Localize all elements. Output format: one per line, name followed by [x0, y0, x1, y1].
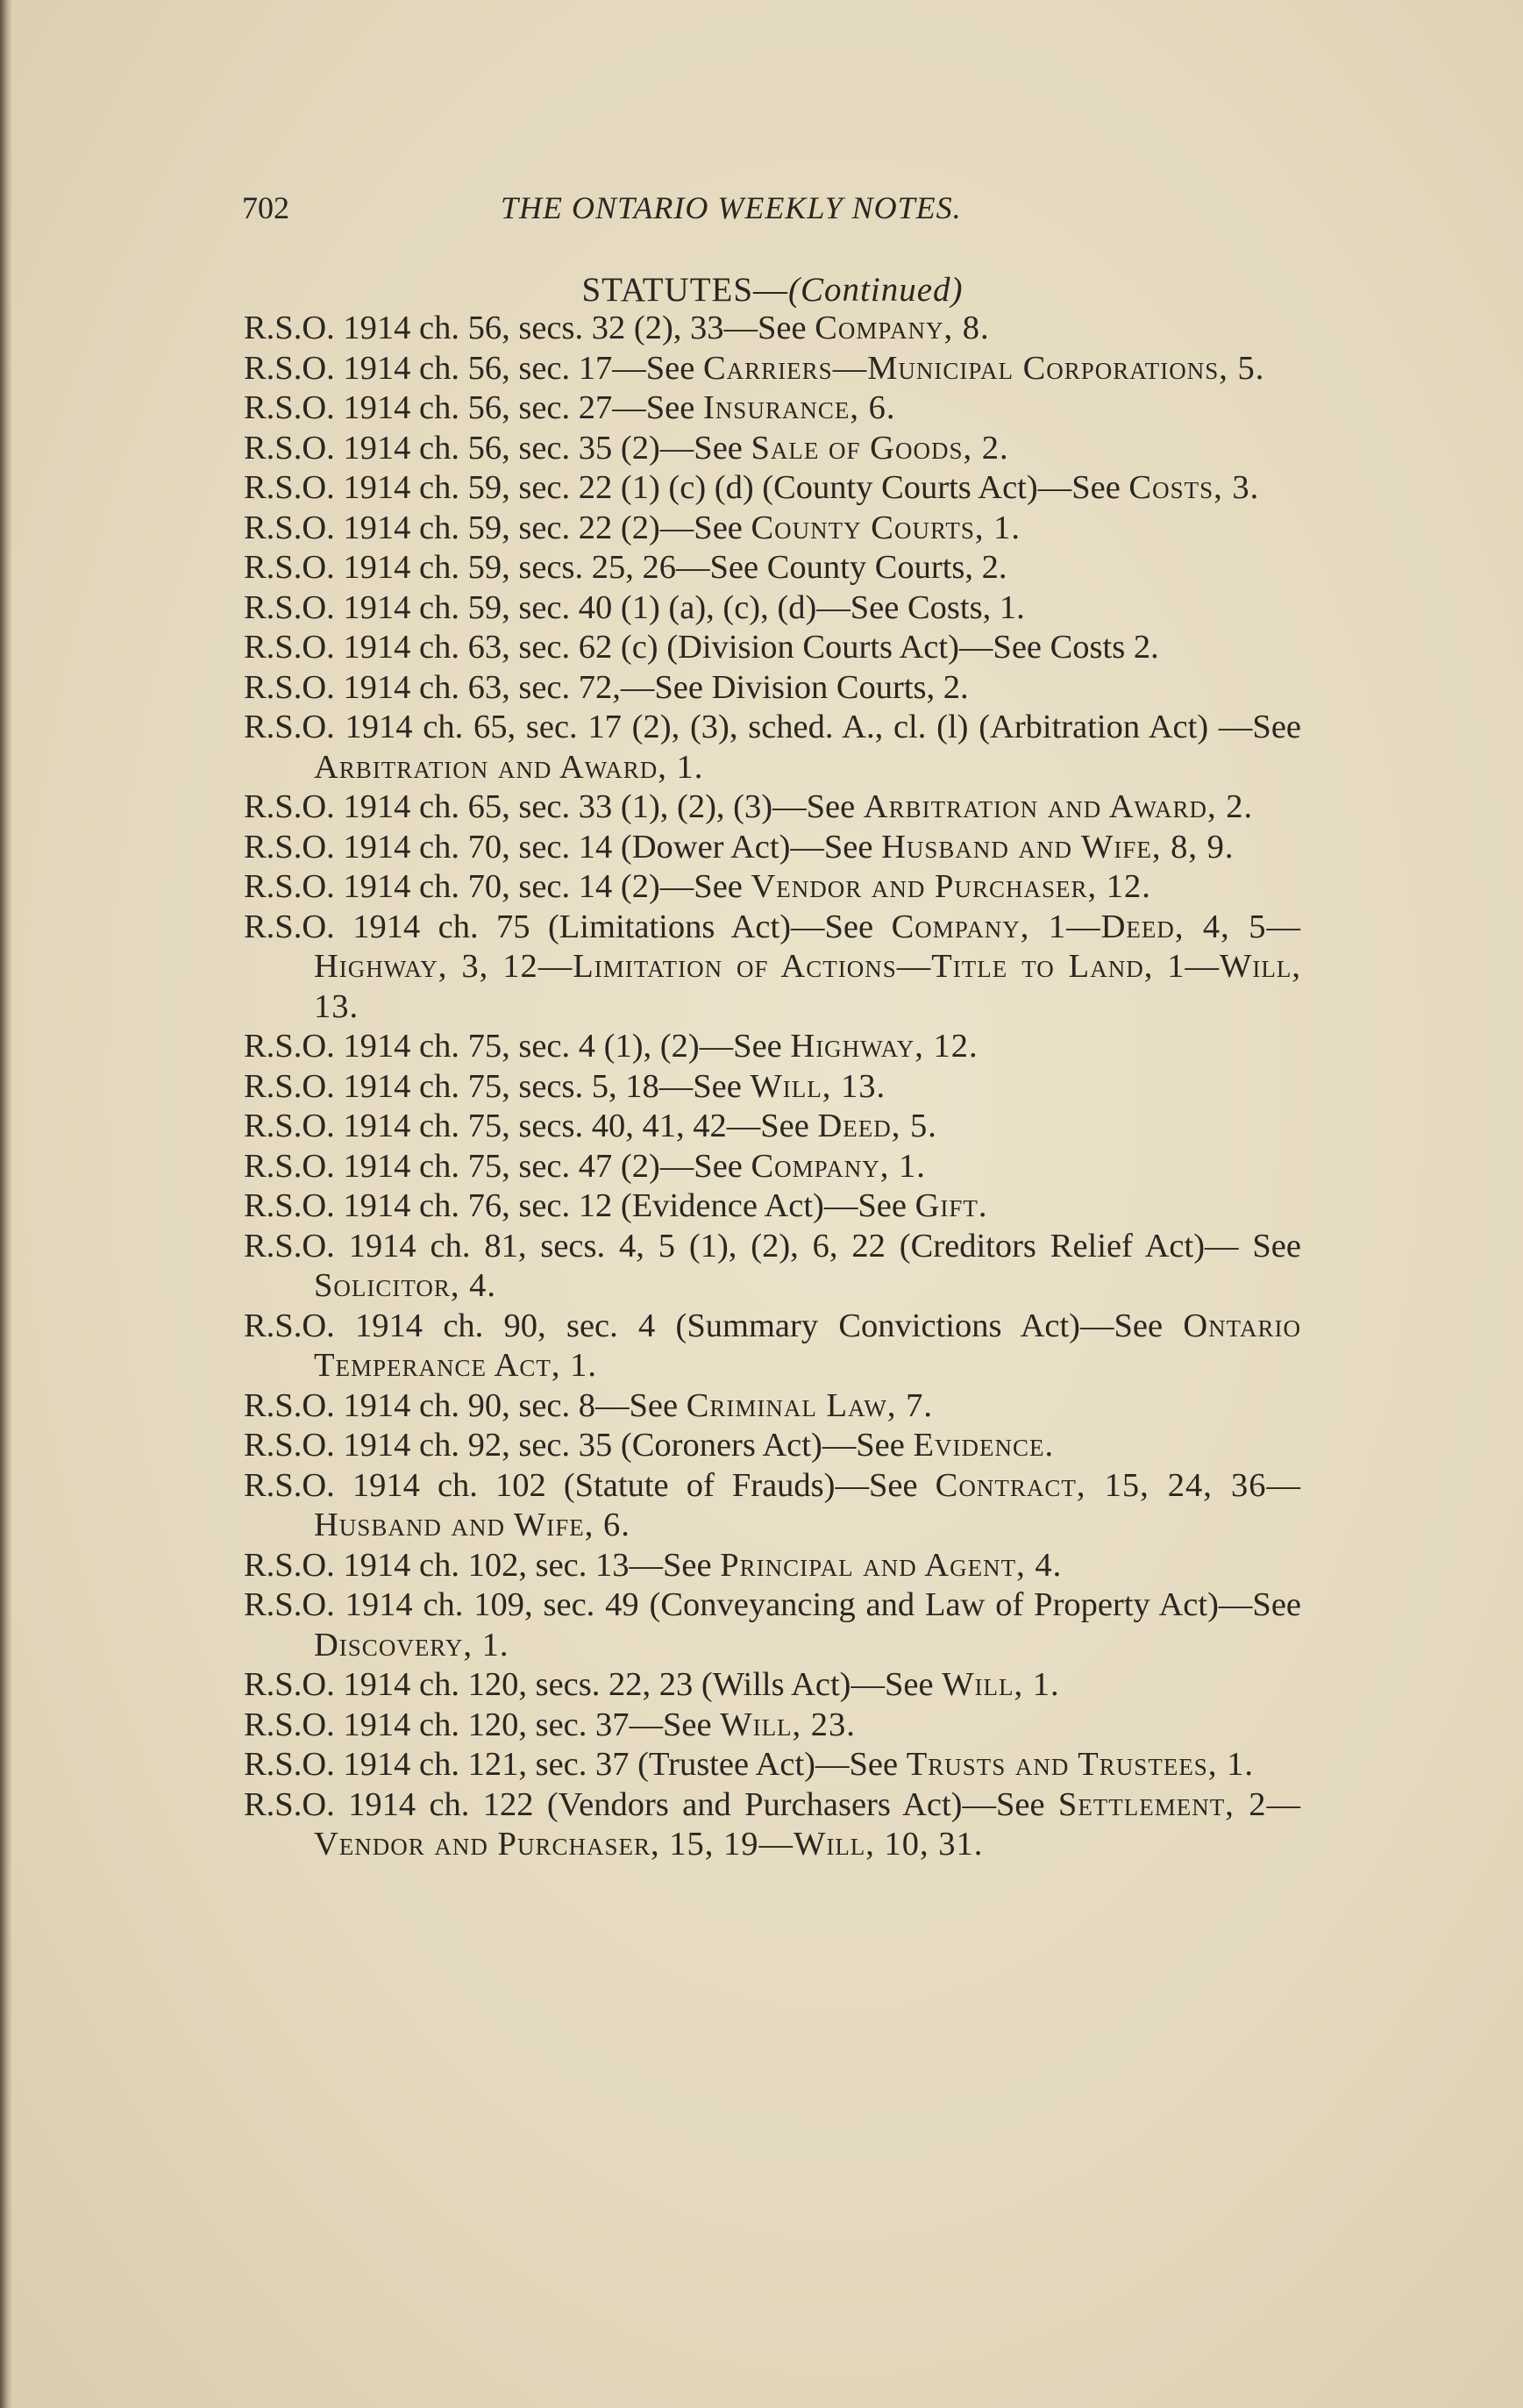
statute-entry: [244, 1386, 1301, 1427]
statute-reference: R.S.O. 1914 ch. 90, sec. 4 (Summary Convictions Act)—See: [244, 1307, 1184, 1344]
running-title: THE ONTARIO WEEKLY NOTES.: [501, 190, 962, 225]
cross-reference: Deed, 5.: [817, 1108, 937, 1144]
cross-reference: County Courts, 1.: [751, 509, 1021, 546]
statute-entry: [244, 1665, 1301, 1706]
statute-reference: R.S.O. 1914 ch. 65, sec. 17 (2), (3), sched. A., cl. (l) (Arbitration Act) —See: [244, 709, 1301, 745]
statute-reference: R.S.O. 1914 ch. 120, sec. 37—See: [244, 1706, 721, 1743]
statute-entry: [244, 1147, 1301, 1187]
statute-reference: R.S.O. 1914 ch. 75, secs. 5, 18—See: [244, 1067, 751, 1105]
statute-reference: R.S.O. 1914 ch. 81, secs. 4, 5 (1), (2), 6, 22 (Creditors Relief Act)— See: [244, 1227, 1301, 1265]
statute-reference: R.S.O. 1914 ch. 70, sec. 14 (Dower Act)—See: [244, 828, 882, 866]
statute-entry: [244, 1585, 1301, 1665]
statute-reference: R.S.O. 1914 ch. 76, sec. 12 (Evidence Act)—See: [244, 1187, 915, 1224]
statute-reference: R.S.O. 1914 ch. 75, secs. 40, 41, 42—See: [244, 1108, 818, 1144]
statute-entry: [244, 1107, 1301, 1147]
statute-reference: R.S.O. 1914 ch. 109, sec. 49 (Conveyancing and Law of Property Act)—See: [244, 1586, 1301, 1623]
cross-reference: Ontario Temperance Act, 1.: [314, 1307, 1301, 1384]
statute-entry: [244, 628, 1301, 668]
cross-reference: Discovery, 1.: [314, 1626, 509, 1664]
cross-reference: Gift.: [915, 1187, 988, 1224]
statute-entry: [244, 388, 1301, 429]
statute-entry: [244, 668, 1301, 709]
statute-reference: R.S.O. 1914 ch. 75 (Limitations Act)—See: [244, 908, 892, 945]
cross-reference: Arbitration and Award, 2.: [863, 788, 1254, 825]
cross-reference: Carriers—Municipal Corporations, 5.: [702, 349, 1265, 387]
statute-reference: R.S.O. 1914 ch. 121, sec. 37 (Trustee Act)—See: [244, 1746, 907, 1783]
statute-entry: [244, 1466, 1301, 1546]
cross-reference: Company, 8.: [815, 310, 990, 346]
statute-reference: R.S.O. 1914 ch. 56, sec. 27—See: [244, 389, 703, 426]
statute-reference: R.S.O. 1914 ch. 59, sec. 22 (1) (c) (d) (County Courts Act)—See: [244, 469, 1129, 506]
cross-reference: Will, 1.: [942, 1666, 1060, 1703]
section-continued: (Continued): [788, 271, 964, 309]
statute-entry: [244, 349, 1301, 389]
cross-reference: Insurance, 6.: [702, 389, 896, 426]
statute-entry: [244, 708, 1301, 787]
statute-entry: [244, 1785, 1301, 1865]
cross-reference: Will, 13.: [750, 1067, 886, 1105]
statute-entry: [244, 1706, 1301, 1746]
statute-entry: [244, 1227, 1301, 1307]
statute-entry: [244, 908, 1301, 1028]
statute-entry: [244, 309, 1301, 349]
statute-entries-list: [244, 309, 1301, 1865]
statute-entry: [244, 1745, 1301, 1785]
statute-entry: [244, 828, 1301, 868]
statute-entry: [244, 1067, 1301, 1108]
cross-reference: Will, 23.: [720, 1706, 856, 1743]
statute-reference: R.S.O. 1914 ch. 63, sec. 72,—See Division Courts, 2.: [244, 668, 969, 706]
statute-entry: [244, 509, 1301, 549]
statute-reference: R.S.O. 1914 ch. 102, sec. 13—See: [244, 1546, 721, 1584]
section-title: STATUTES—: [581, 271, 789, 309]
statute-reference: R.S.O. 1914 ch. 122 (Vendors and Purchasers Act)—See: [244, 1785, 1058, 1823]
statute-entry: [244, 1307, 1301, 1386]
cross-reference: Sale of Goods, 2.: [751, 429, 1009, 467]
cross-reference: Husband and Wife, 8, 9.: [881, 828, 1235, 866]
page-spine-shadow: [0, 0, 12, 2408]
statute-reference: R.S.O. 1914 ch. 65, sec. 33 (1), (2), (3)—See: [244, 788, 864, 825]
cross-reference: Company, 1—Deed, 4, 5—Highway, 3, 12—Limitation of Actions—Title to Land, 1—Will, 13.: [314, 908, 1301, 1025]
cross-reference: Evidence.: [913, 1427, 1055, 1464]
statute-reference: R.S.O. 1914 ch. 56, sec. 35 (2)—See: [244, 429, 751, 467]
statute-entry: [244, 468, 1301, 509]
statute-entry: [244, 1426, 1301, 1466]
statute-reference: R.S.O. 1914 ch. 90, sec. 8—See: [244, 1386, 687, 1424]
page-header: [242, 189, 1303, 233]
statute-entry: [244, 548, 1301, 588]
cross-reference: Trusts and Trustees, 1.: [906, 1746, 1254, 1783]
statute-entry: [244, 1186, 1301, 1227]
cross-reference: Arbitration and Award, 1.: [314, 748, 704, 786]
cross-reference: Settlement, 2—Vendor and Purchaser, 15, 19—Will, 10, 31.: [314, 1785, 1301, 1863]
statute-reference: R.S.O. 1914 ch. 63, sec. 62 (c) (Division Courts Act)—See Costs 2.: [244, 629, 1159, 666]
statute-reference: R.S.O. 1914 ch. 102 (Statute of Frauds)—See: [244, 1466, 936, 1504]
statute-entry: [244, 1546, 1301, 1586]
statute-reference: R.S.O. 1914 ch. 120, secs. 22, 23 (Wills Act)—See: [244, 1666, 943, 1703]
statute-reference: R.S.O. 1914 ch. 59, sec. 22 (2)—See: [244, 509, 751, 546]
cross-reference: Costs, 3.: [1128, 469, 1260, 506]
cross-reference: Contract, 15, 24, 36—Husband and Wife, 6.: [314, 1466, 1302, 1543]
cross-reference: Principal and Agent, 4.: [720, 1546, 1063, 1584]
statute-entry: [244, 787, 1301, 828]
statute-reference: R.S.O. 1914 ch. 59, sec. 40 (1) (a), (c), (d)—See Costs, 1.: [244, 588, 1025, 626]
cross-reference: Company, 1.: [751, 1147, 926, 1185]
cross-reference: Highway, 12.: [790, 1028, 979, 1065]
statute-reference: R.S.O. 1914 ch. 75, sec. 4 (1), (2)—See: [244, 1028, 791, 1065]
cross-reference: Vendor and Purchaser, 12.: [751, 868, 1151, 905]
section-heading: [242, 270, 1303, 310]
statute-reference: R.S.O. 1914 ch. 56, secs. 32 (2), 33—See: [244, 310, 815, 346]
statute-entry: [244, 1027, 1301, 1067]
cross-reference: Criminal Law, 7.: [686, 1386, 933, 1424]
statute-reference: R.S.O. 1914 ch. 56, sec. 17—See: [244, 349, 703, 387]
cross-reference: Solicitor, 4.: [314, 1267, 497, 1304]
statute-entry: [244, 867, 1301, 908]
page-number: 702: [242, 190, 289, 225]
statute-reference: R.S.O. 1914 ch. 92, sec. 35 (Coroners Act)—See: [244, 1427, 914, 1464]
statute-reference: R.S.O. 1914 ch. 59, secs. 25, 26—See County Courts, 2.: [244, 549, 1007, 586]
statute-entry: [244, 588, 1301, 629]
statute-entry: [244, 429, 1301, 469]
statute-reference: R.S.O. 1914 ch. 75, sec. 47 (2)—See: [244, 1147, 751, 1185]
statute-reference: R.S.O. 1914 ch. 70, sec. 14 (2)—See: [244, 868, 751, 905]
